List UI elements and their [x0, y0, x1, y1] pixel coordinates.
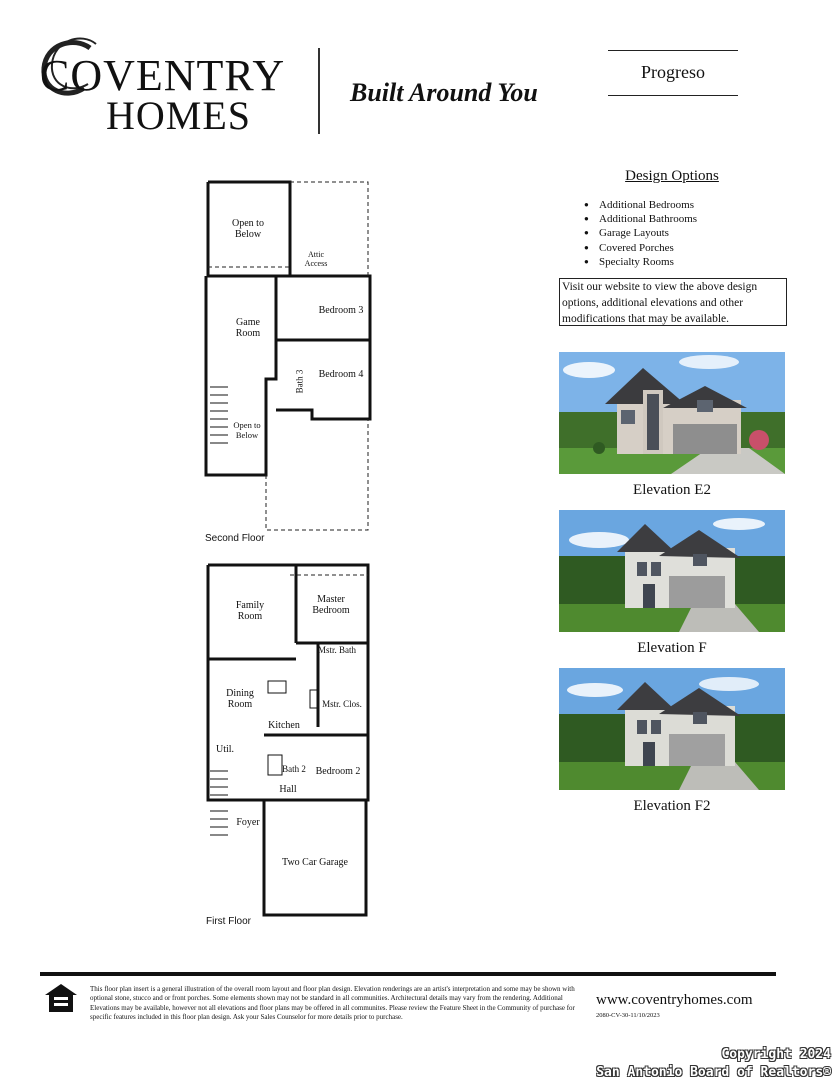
- brand-name-homes: HOMES: [106, 93, 252, 138]
- document-code: 2080-CV-30-11/10/2023: [596, 1012, 660, 1019]
- room-hall: Hall: [279, 784, 297, 795]
- room-master-bath: Mstr. Bath: [318, 645, 357, 655]
- copyright-watermark: [596, 1046, 831, 1082]
- room-bath-2: Bath 2: [282, 764, 306, 774]
- room-family-room: Family Room: [235, 600, 265, 622]
- room-dining-room: Dining Room: [226, 688, 254, 710]
- floor-plan-drawing: [200, 175, 380, 925]
- room-open-to-below: Open to Below: [232, 218, 264, 240]
- elevation-f-caption: Elevation F: [637, 640, 707, 656]
- plan-name-box: [608, 50, 738, 96]
- footer-rule: [40, 972, 776, 976]
- room-open-to-below-stair: Open to Below: [233, 420, 261, 440]
- elevation-e2-rendering: [559, 352, 785, 474]
- room-two-car-garage: Two Car Garage: [282, 857, 348, 868]
- room-kitchen: Kitchen: [268, 720, 300, 731]
- header-divider: [318, 48, 320, 134]
- footer-disclaimer: This floor plan insert is a general illustration of the overall room layout and floor plan design. Elevation renderings are an artist's interpretation and some may be shown with optional stone, stucco and or front porches. Some elements shown may not be standard in all communities. Architectural details may vary from the rendering. Additional Elevations may be available, however not all elevations and floor plans may be offered in all communites. Please review the Feature Sheet in the Community of purchase for specific features included in this floor plan design. Ask your Sales Counselor for more details prior to purchase.: [90, 985, 575, 1021]
- room-attic-access: Attic Access: [304, 250, 328, 268]
- room-bedroom-4: Bedroom 4: [318, 369, 364, 380]
- equal-housing-icon: [44, 983, 78, 1013]
- room-master-bedroom: Master Bedroom: [312, 594, 350, 616]
- second-floor-label: Second Floor: [205, 533, 265, 544]
- room-game-room: Game Room: [235, 317, 261, 339]
- brand-name-coventry: COVENTRY: [40, 51, 286, 100]
- first-floor-label: First Floor: [206, 916, 251, 927]
- plan-name: Progreso: [641, 62, 705, 82]
- design-option-item: ● Covered Porches: [584, 241, 697, 255]
- elevation-f2-caption: Elevation F2: [633, 798, 711, 814]
- room-bath-3: Bath 3: [294, 369, 305, 394]
- design-options-list: [584, 198, 697, 269]
- elevation-f2-rendering: [559, 668, 785, 790]
- elevation-f-rendering: [559, 510, 785, 632]
- design-option-item: ● Additional Bathrooms: [584, 212, 697, 226]
- copyright-line: Copyright 2024: [721, 1047, 831, 1062]
- room-foyer: Foyer: [236, 817, 260, 828]
- design-option-item: ● Additional Bedrooms: [584, 198, 697, 212]
- design-option-item: ● Garage Layouts: [584, 226, 697, 240]
- design-options-title: Design Options: [625, 168, 719, 184]
- room-utility: Util.: [215, 744, 235, 755]
- copyright-line: San Antonio Board of Realtors®: [596, 1065, 831, 1080]
- tagline: Built Around You: [350, 78, 538, 107]
- website-link[interactable]: www.coventryhomes.com: [596, 992, 753, 1008]
- design-option-item: ● Specialty Rooms: [584, 255, 697, 269]
- design-options-notice: Visit our website to view the above design options, additional elevations and other modifications that may be available.: [559, 278, 787, 326]
- elevation-e2-caption: Elevation E2: [633, 482, 711, 498]
- room-bedroom-3: Bedroom 3: [318, 305, 364, 316]
- room-master-closet: Mstr. Clos.: [322, 699, 362, 709]
- room-bedroom-2: Bedroom 2: [315, 766, 361, 777]
